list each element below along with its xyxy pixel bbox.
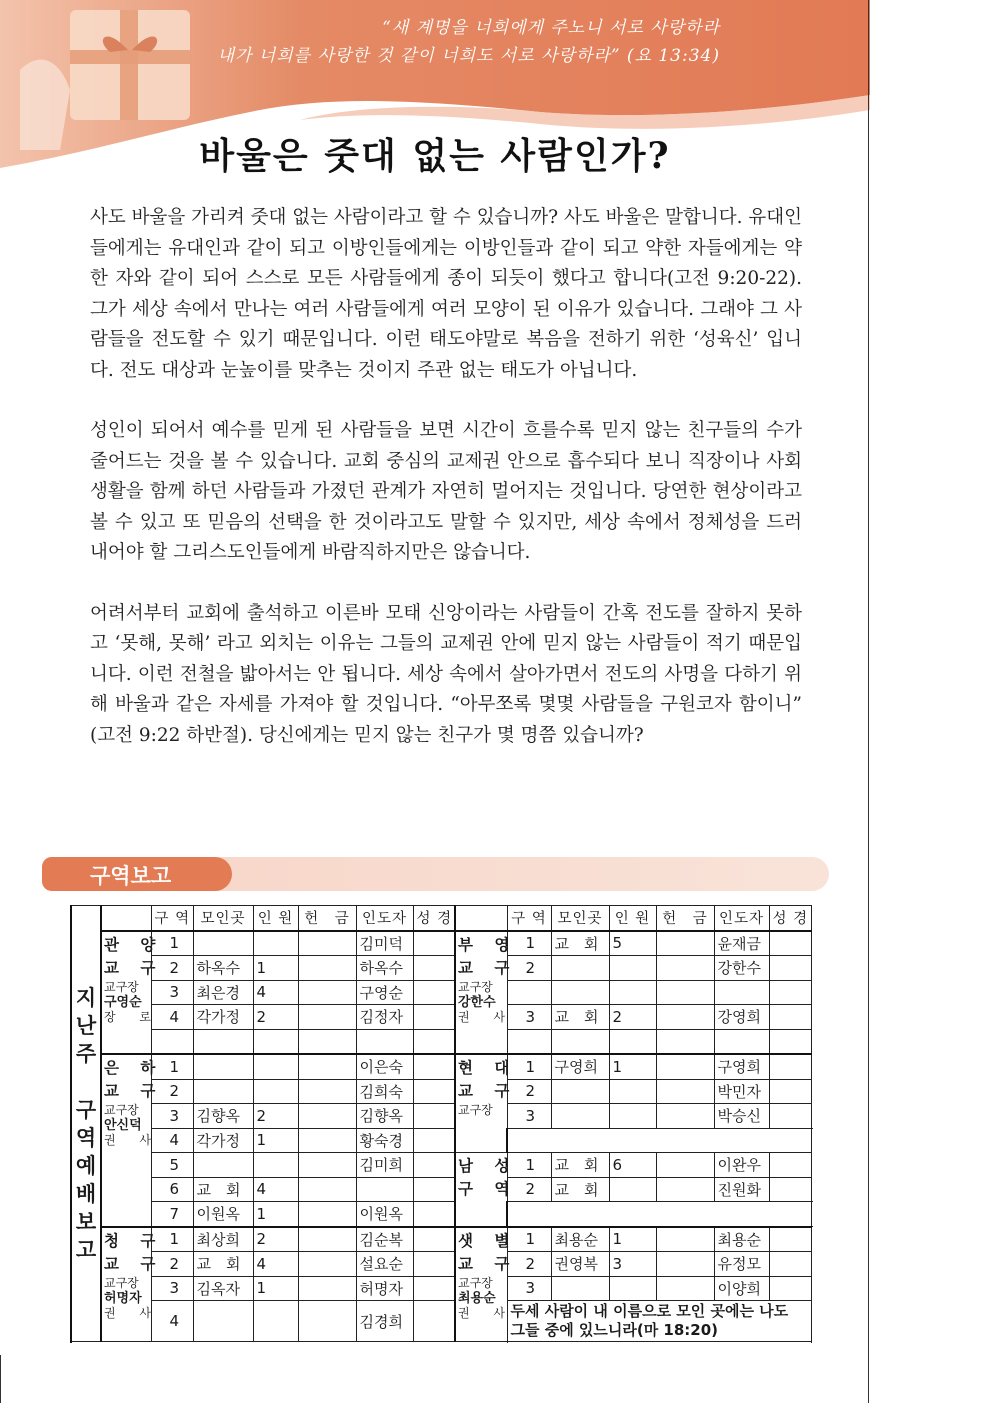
right-cell — [656, 956, 714, 981]
right-cell: 이양희 — [714, 1276, 769, 1301]
side-label — [71, 906, 101, 1342]
group-leader-rank: 권 사 — [458, 1305, 515, 1320]
left-cell: 4 — [253, 1252, 298, 1277]
left-cell: 김향옥 — [356, 1104, 413, 1129]
left-cell — [413, 1301, 455, 1342]
left-cell — [193, 931, 253, 956]
left-cell: 1 — [253, 956, 298, 981]
left-cell: 최은경 — [193, 980, 253, 1005]
right-cell — [609, 956, 656, 981]
left-cell: 1 — [253, 1202, 298, 1227]
right-cell — [551, 980, 609, 1005]
right-cell — [769, 1005, 811, 1030]
side-label-char: 예 — [75, 1153, 97, 1178]
right-cell — [609, 1104, 656, 1129]
header-blank — [455, 906, 507, 931]
right-cell: 윤재금 — [714, 931, 769, 956]
right-cell — [656, 980, 714, 1005]
right-cell — [769, 1153, 811, 1178]
right-cell — [714, 980, 769, 1005]
section-header-report — [42, 857, 829, 891]
left-cell: 김옥자 — [193, 1276, 253, 1301]
right-cell: 권영복 — [551, 1252, 609, 1277]
left-cell — [253, 1079, 298, 1104]
group-name: 청 구 — [104, 1231, 164, 1250]
table-row — [71, 980, 812, 1005]
right-cell — [769, 1252, 811, 1277]
column-header: 구 역 — [507, 906, 551, 931]
left-cell: 각가정 — [193, 1005, 253, 1030]
left-cell — [413, 1276, 455, 1301]
column-header: 인 원 — [609, 906, 656, 931]
left-cell — [298, 1252, 356, 1277]
right-cell — [769, 931, 811, 956]
group-label-left — [101, 931, 164, 1055]
left-cell — [298, 1177, 356, 1202]
left-cell: 허명자 — [356, 1276, 413, 1301]
left-cell — [298, 1227, 356, 1252]
right-cell: 3 — [609, 1252, 656, 1277]
table-row — [71, 1252, 812, 1277]
right-blank-row — [507, 1202, 812, 1227]
side-label-char: 고 — [75, 1237, 97, 1262]
left-cell: 2 — [151, 956, 193, 981]
left-cell — [193, 1153, 253, 1178]
left-cell — [298, 1079, 356, 1104]
left-cell — [356, 1177, 413, 1202]
column-header: 헌 금 — [298, 906, 356, 931]
right-cell: 최용순 — [551, 1227, 609, 1252]
table-row — [71, 1301, 812, 1342]
group-name: 구 역 — [458, 1180, 518, 1198]
right-cell — [769, 1054, 811, 1079]
right-cell: 1 — [507, 1227, 551, 1252]
verse-line-2: 내가 너희를 사랑한 것 같이 너희도 서로 사랑하라” (요 13:34) — [217, 46, 720, 66]
left-cell: 4 — [151, 1301, 193, 1342]
left-cell: 3 — [151, 1104, 193, 1129]
right-cell: 교 회 — [551, 1177, 609, 1202]
left-cell: 3 — [151, 1276, 193, 1301]
right-cell — [769, 1227, 811, 1252]
right-cell — [609, 1079, 656, 1104]
group-label-left — [101, 1054, 164, 1227]
table-row — [71, 956, 812, 981]
left-cell: 1 — [151, 1227, 193, 1252]
group-leader-rank: 권 사 — [458, 1009, 515, 1024]
left-cell: 김순복 — [356, 1227, 413, 1252]
group-leader-rank: 장 로 — [104, 1009, 161, 1024]
bible-verse — [218, 14, 720, 70]
right-cell — [551, 956, 609, 981]
group-leader-title: 교구장 — [458, 979, 493, 994]
table-row — [71, 1177, 812, 1202]
right-cell — [769, 980, 811, 1005]
left-cell — [413, 931, 455, 956]
left-cell — [253, 1301, 298, 1342]
left-cell: 김경희 — [356, 1301, 413, 1342]
left-cell — [151, 1029, 193, 1054]
left-cell — [193, 1054, 253, 1079]
left-cell — [413, 1177, 455, 1202]
column-header: 모인곳 — [551, 906, 609, 931]
left-cell: 김향옥 — [193, 1104, 253, 1129]
right-cell: 유정모 — [714, 1252, 769, 1277]
page-right-rule — [868, 0, 869, 1403]
group-leader-rank: 권 사 — [104, 1133, 161, 1147]
left-cell — [253, 1029, 298, 1054]
side-label-char: 구 — [75, 1097, 97, 1122]
right-cell: 진원화 — [714, 1177, 769, 1202]
right-cell — [609, 980, 656, 1005]
left-cell: 1 — [253, 1128, 298, 1153]
left-cell: 6 — [151, 1177, 193, 1202]
right-cell: 구영희 — [714, 1054, 769, 1079]
group-name: 교 구 — [104, 958, 164, 977]
right-cell: 박승신 — [714, 1104, 769, 1129]
group-label-right — [455, 1054, 518, 1153]
right-cell: 5 — [609, 931, 656, 956]
right-cell — [656, 1153, 714, 1178]
right-cell: 교 회 — [551, 1153, 609, 1178]
right-cell — [769, 1079, 811, 1104]
group-label-right — [455, 931, 518, 1055]
right-cell — [656, 1177, 714, 1202]
right-cell: 최용순 — [714, 1227, 769, 1252]
group-name: 교 구 — [458, 1254, 518, 1273]
left-cell — [413, 956, 455, 981]
table-row — [71, 931, 812, 956]
left-cell: 2 — [253, 1227, 298, 1252]
right-cell — [551, 1029, 609, 1054]
right-cell — [769, 1104, 811, 1129]
left-cell — [356, 1029, 413, 1054]
left-cell: 4 — [253, 980, 298, 1005]
left-cell: 최상희 — [193, 1227, 253, 1252]
column-header: 성 경 — [769, 906, 811, 931]
left-cell — [253, 1054, 298, 1079]
right-cell — [551, 1079, 609, 1104]
right-cell: 2 — [507, 1252, 551, 1277]
group-leader-title: 교구장 — [104, 1103, 139, 1117]
group-leader-name: 허명자 — [104, 1290, 142, 1306]
left-cell: 김정자 — [356, 1005, 413, 1030]
article-body — [90, 203, 802, 781]
right-cell: 2 — [609, 1005, 656, 1030]
header-blank — [101, 906, 151, 931]
left-cell — [413, 1054, 455, 1079]
left-cell: 5 — [151, 1153, 193, 1178]
left-cell: 각가정 — [193, 1128, 253, 1153]
left-cell: 교 회 — [193, 1177, 253, 1202]
right-cell — [656, 1029, 714, 1054]
left-cell — [298, 1202, 356, 1227]
left-cell — [413, 1005, 455, 1030]
left-cell: 김미덕 — [356, 931, 413, 956]
left-cell — [413, 1128, 455, 1153]
left-cell: 이원옥 — [193, 1202, 253, 1227]
left-cell: 김희숙 — [356, 1079, 413, 1104]
column-header: 인 원 — [253, 906, 298, 931]
left-cell — [298, 1301, 356, 1342]
table-row — [71, 1202, 812, 1227]
side-label-char: 보 — [75, 1209, 97, 1234]
right-cell — [609, 1177, 656, 1202]
left-cell: 이은숙 — [356, 1054, 413, 1079]
group-name: 남 성 — [458, 1157, 518, 1175]
left-cell: 1 — [151, 1054, 193, 1079]
group-leader-name: 구영순 — [104, 994, 142, 1010]
column-header: 헌 금 — [656, 906, 714, 931]
group-leader-title: 교구장 — [458, 1275, 493, 1290]
table-row — [71, 1104, 812, 1129]
right-cell: 1 — [507, 1153, 551, 1178]
side-label-char: 난 — [75, 1013, 97, 1038]
right-cell: 1 — [507, 1054, 551, 1079]
group-leader-title: 교구장 — [104, 1275, 139, 1290]
left-cell: 김미희 — [356, 1153, 413, 1178]
section-header-label: 구역보고 — [90, 864, 172, 888]
right-cell — [656, 1005, 714, 1030]
right-cell — [656, 1276, 714, 1301]
group-leader-title: 교구장 — [104, 979, 139, 994]
right-cell — [551, 1104, 609, 1129]
right-cell: 교 회 — [551, 1005, 609, 1030]
left-cell: 하옥수 — [356, 956, 413, 981]
left-cell — [298, 1005, 356, 1030]
left-cell: 4 — [151, 1128, 193, 1153]
right-cell — [769, 1177, 811, 1202]
article-paragraph-1: 사도 바울을 가리켜 줏대 없는 사람이라고 할 수 있습니까? 사도 바울은 말합니다. 유대인들에게는 유대인과 같이 되고 이방인들에게는 이방인들과 같이 되고 약한 자들에게는 약한 자와 같이 되어 스스로 모든 사람들에게 종이 되듯이 했다고 합니다(고전 9:20-22). 그가 세상 속에서 만나는 여러 사람들에게 여러 모양이 된 이유가 있습니다. 그래야 그 사람들을 전도할 수 있기 때문입니다. 이런 태도야말로 복음을 전하기 위한 ‘성육신’ 입니다. 전도 대상과 눈높이를 맞추는 것이지 주관 없는 태도가 아닙니다. — [90, 207, 802, 381]
left-cell — [298, 1128, 356, 1153]
group-name: 관 양 — [104, 935, 164, 954]
right-cell — [609, 1029, 656, 1054]
left-cell: 3 — [151, 980, 193, 1005]
column-header: 성 경 — [413, 906, 455, 931]
right-cell: 구영희 — [551, 1054, 609, 1079]
closing-quote: 두세 사람이 내 이름으로 모인 곳에는 나도 그들 중에 있느니라(마 18:20) — [507, 1301, 811, 1342]
right-cell — [507, 980, 551, 1005]
right-cell: 1 — [507, 931, 551, 956]
right-cell: 박민자 — [714, 1079, 769, 1104]
table-header-row — [71, 906, 812, 931]
group-label-right — [455, 1153, 518, 1227]
left-cell: 1 — [253, 1276, 298, 1301]
group-label-right — [455, 1227, 518, 1342]
left-cell — [298, 956, 356, 981]
verse-line-1: “새 계명을 너희에게 주노니 서로 사랑하라 — [382, 18, 720, 38]
left-cell — [253, 1153, 298, 1178]
right-cell: 3 — [507, 1104, 551, 1129]
group-leader-name: 최용순 — [458, 1290, 496, 1306]
left-cell: 4 — [151, 1005, 193, 1030]
column-header: 구 역 — [151, 906, 193, 931]
left-cell: 7 — [151, 1202, 193, 1227]
right-cell — [656, 1252, 714, 1277]
left-cell: 1 — [151, 931, 193, 956]
column-header: 모인곳 — [193, 906, 253, 931]
right-cell — [656, 1104, 714, 1129]
right-cell — [656, 1227, 714, 1252]
left-cell: 설요순 — [356, 1252, 413, 1277]
right-cell: 강한수 — [714, 956, 769, 981]
left-cell — [413, 980, 455, 1005]
left-cell — [413, 1153, 455, 1178]
right-cell: 3 — [507, 1005, 551, 1030]
right-cell: 3 — [507, 1276, 551, 1301]
table-row — [71, 1153, 812, 1178]
group-leader-name: 안신덕 — [104, 1118, 142, 1133]
group-name: 은 하 — [104, 1059, 164, 1077]
left-cell: 2 — [151, 1079, 193, 1104]
group-name: 부 영 — [458, 935, 518, 954]
left-cell: 하옥수 — [193, 956, 253, 981]
left-cell — [298, 1029, 356, 1054]
right-cell — [656, 1054, 714, 1079]
right-cell: 1 — [609, 1227, 656, 1252]
right-cell — [656, 1079, 714, 1104]
right-cell — [609, 1276, 656, 1301]
table-row — [71, 1128, 812, 1153]
left-cell: 4 — [253, 1177, 298, 1202]
table-row — [71, 1029, 812, 1054]
left-cell — [413, 1079, 455, 1104]
left-cell — [298, 1104, 356, 1129]
article-paragraph-3: 어려서부터 교회에 출석하고 이른바 모태 신앙이라는 사람들이 간혹 전도를 잘하지 못하고 ‘못해, 못해’ 라고 외치는 이유는 그들의 교제권 안에 믿지 않는 사람들이 적기 때문입니다. 이런 전철을 밟아서는 안 됩니다. 세상 속에서 살아가면서 전도의 사명을 다하기 위해 바울과 같은 자세를 가져야 할 것입니다. “아무쪼록 몇몇 사람들을 구원코자 함이니” (고전 9:22 하반절). 당신에게는 믿지 않는 친구가 몇 명쯤 있습니까? — [90, 602, 802, 746]
left-cell — [298, 931, 356, 956]
group-name: 교 구 — [104, 1082, 164, 1100]
side-label-char: 지 — [75, 985, 97, 1010]
left-cell: 황숙경 — [356, 1128, 413, 1153]
right-cell — [769, 1029, 811, 1054]
right-cell — [769, 1276, 811, 1301]
left-cell — [413, 1104, 455, 1129]
right-cell — [769, 956, 811, 981]
left-cell — [193, 1079, 253, 1104]
group-name: 교 구 — [104, 1254, 164, 1273]
table-row — [71, 1276, 812, 1301]
left-cell — [193, 1029, 253, 1054]
left-cell: 2 — [151, 1252, 193, 1277]
right-blank-row — [507, 1128, 812, 1153]
side-label-char: 역 — [75, 1125, 97, 1150]
article-paragraph-2: 성인이 되어서 예수를 믿게 된 사람들을 보면 시간이 흐를수록 믿지 않는 친구들의 수가 줄어드는 것을 볼 수 있습니다. 교회 중심의 교제권 안으로 흡수되다 보니 직장이나 사회생활을 함께 하던 사람들과 가졌던 관계가 자연히 멀어지는 것입니다. 당연한 현상이라고 볼 수 있고 또 믿음의 선택을 한 것이라고도 말할 수 있지만, 세상 속에서 정체성을 드러내어야 할 그리스도인들에게 바람직하지만은 않습니다. — [90, 420, 802, 563]
side-label-char: 배 — [75, 1181, 97, 1206]
group-leader-title: 교구장 — [458, 1103, 493, 1117]
right-cell — [507, 1029, 551, 1054]
right-cell: 2 — [507, 1079, 551, 1104]
left-cell — [253, 931, 298, 956]
group-leader-rank: 권 사 — [104, 1305, 161, 1320]
right-cell: 6 — [609, 1153, 656, 1178]
right-cell: 교 회 — [551, 931, 609, 956]
left-cell — [298, 1153, 356, 1178]
column-header: 인도자 — [714, 906, 769, 931]
table-row — [71, 1005, 812, 1030]
table-row — [71, 1227, 812, 1252]
group-name: 교 구 — [458, 958, 518, 977]
left-cell — [413, 1029, 455, 1054]
group-name: 교 구 — [458, 1082, 518, 1100]
right-cell — [714, 1029, 769, 1054]
left-cell — [298, 1054, 356, 1079]
right-cell — [551, 1276, 609, 1301]
left-cell: 교 회 — [193, 1252, 253, 1277]
article-title: 바울은 줏대 없는 사람인가? — [199, 135, 671, 177]
right-cell: 1 — [609, 1054, 656, 1079]
right-cell: 2 — [507, 956, 551, 981]
left-cell — [413, 1227, 455, 1252]
cell-group-report-table — [70, 905, 812, 1342]
group-label-left — [101, 1227, 164, 1342]
right-cell — [656, 931, 714, 956]
left-cell — [413, 1252, 455, 1277]
page-left-tick — [0, 1355, 1, 1403]
left-cell: 구영순 — [356, 980, 413, 1005]
column-header: 인도자 — [356, 906, 413, 931]
group-name: 현 대 — [458, 1059, 518, 1077]
left-cell — [193, 1301, 253, 1342]
left-cell: 이원옥 — [356, 1202, 413, 1227]
left-cell: 2 — [253, 1104, 298, 1129]
right-cell: 2 — [507, 1177, 551, 1202]
left-cell — [298, 1276, 356, 1301]
group-name: 샛 별 — [458, 1231, 518, 1250]
side-label-char: 주 — [75, 1041, 97, 1066]
right-cell: 이완우 — [714, 1153, 769, 1178]
left-cell — [413, 1202, 455, 1227]
table-row — [71, 1079, 812, 1104]
left-cell — [298, 980, 356, 1005]
right-cell: 강영희 — [714, 1005, 769, 1030]
group-leader-name: 강한수 — [458, 994, 496, 1010]
table-row — [71, 1054, 812, 1079]
left-cell: 2 — [253, 1005, 298, 1030]
